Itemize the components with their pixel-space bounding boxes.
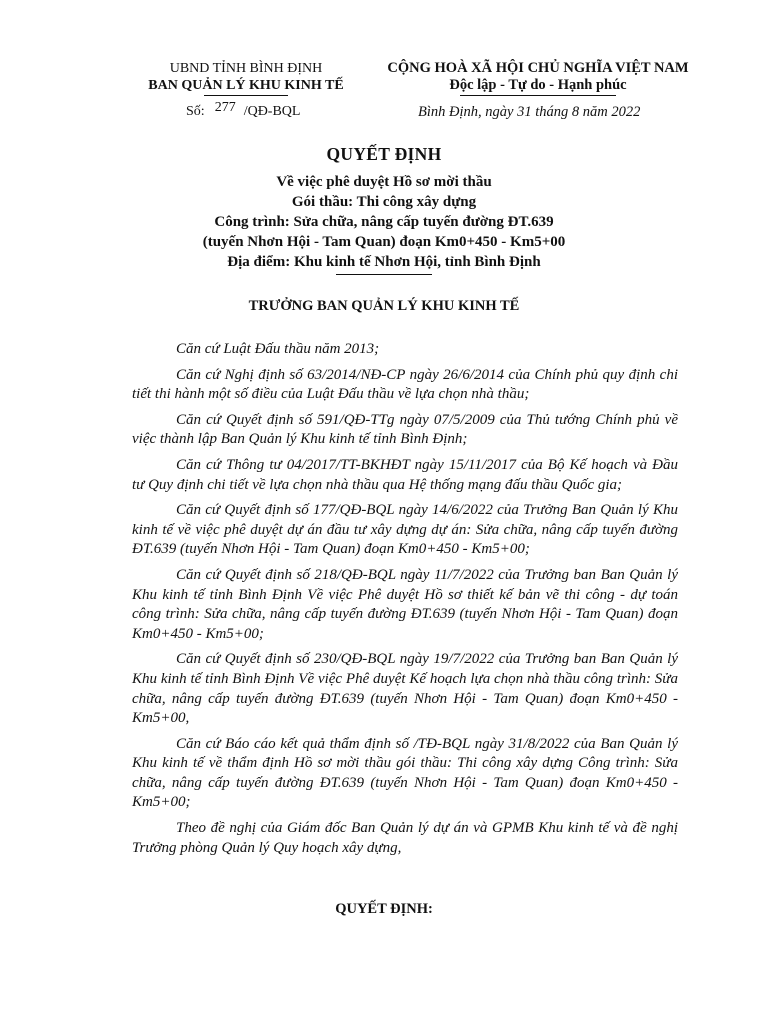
basis-paragraph: Theo đề nghị của Giám đốc Ban Quản lý dự án và GPMB Khu kinh tế và đề nghị Trưởng phòng Quản lý Quy hoạch xây dựng, <box>132 820 678 856</box>
subject-line: Về việc phê duyệt Hồ sơ mời thầu <box>276 174 492 190</box>
basis-paragraph: Căn cứ Luật Đấu thầu năm 2013; <box>176 341 380 357</box>
subject-divider <box>336 274 432 275</box>
basis-paragraph: Căn cứ Quyết định số 218/QĐ-BQL ngày 11/7/2022 của Trưởng ban Ban Quản lý Khu kinh tế tỉnh Bình Định Về việc Phê duyệt Hồ sơ thiết kế bản vẽ thi công - dự toán công trình: Sửa chữa, nâng cấp tuyến đường ĐT.639 (tuyến Nhơn Hội - Tam Quan) đoạn Km0+450 - Km5+00; <box>132 566 678 642</box>
basis-paragraph: Căn cứ Quyết định số 591/QĐ-TTg ngày 07/5/2009 của Thủ tướng Chính phủ về việc thành lập Ban Quản lý Khu kinh tế tỉnh Bình Định; <box>132 411 678 448</box>
subject-line: Công trình: Sửa chữa, nâng cấp tuyến đường ĐT.639 <box>214 214 554 230</box>
basis-paragraph: Căn cứ Quyết định số 230/QĐ-BQL ngày 19/7/2022 của Trưởng ban Ban Quản lý Khu kinh tế tỉnh Bình Định Về việc Phê duyệt Kế hoạch lựa chọn nhà thầu công trình: Sửa chữa, nâng cấp tuyến đường ĐT.639 (tuyến Nhơn Hội - Tam Quan) đoạn Km0+450 - Km5+00, <box>132 651 678 727</box>
issuing-authority <box>128 60 364 96</box>
subject-line: Địa điểm: Khu kinh tế Nhơn Hội, tỉnh Bình Định <box>227 254 541 270</box>
basis-paragraph: Căn cứ Nghị định số 63/2014/NĐ-CP ngày 26/6/2014 của Chính phủ quy định chi tiết thi hành một số điều của Luật Đấu thầu về lựa chọn nhà thầu; <box>132 366 678 403</box>
agency-name: BAN QUẢN LÝ KHU KINH TẾ <box>148 78 344 93</box>
signatory-office: TRƯỞNG BAN QUẢN LÝ KHU KINH TẾ <box>248 298 520 314</box>
number-label: Số: <box>186 104 205 119</box>
number-code: /QĐ-BQL <box>243 104 301 119</box>
motto-divider <box>460 95 616 96</box>
decision-heading: QUYẾT ĐỊNH: <box>335 901 433 917</box>
national-header <box>380 60 696 96</box>
basis-paragraph: Căn cứ Báo cáo kết quả thẩm định số /TĐ-BQL ngày 31/8/2022 của Ban Quản lý Khu kinh tế về thẩm định Hồ sơ mời thầu gói thầu: Thi công xây dựng Công trình: Sửa chữa, nâng cấp tuyến đường ĐT.639 (tuyến Nhơn Hội - Tam Quan) đoạn Km0+450 - Km5+00; <box>132 735 678 811</box>
document-number <box>186 100 301 120</box>
subject-line: Gói thầu: Thi công xây dựng <box>291 194 477 210</box>
document-title: QUYẾT ĐỊNH <box>326 144 442 164</box>
number-value: 277 <box>214 100 236 115</box>
basis-paragraph: Căn cứ Quyết định số 177/QĐ-BQL ngày 14/6/2022 của Trưởng Ban Quản lý Khu kinh tế về việc phê duyệt dự án đầu tư xây dựng dự án: Sửa chữa, nâng cấp tuyến đường ĐT.639 (tuyến Nhơn Hội - Tam Quan) đoạn Km0+450 - Km5+00; <box>132 502 678 558</box>
country-name: CỘNG HOÀ XÃ HỘI CHỦ NGHĨA VIỆT NAM <box>387 60 689 76</box>
national-motto: Độc lập - Tự do - Hạnh phúc <box>449 77 627 93</box>
province-committee: UBND TỈNH BÌNH ĐỊNH <box>169 61 323 76</box>
document-date: Bình Định, ngày 31 tháng 8 năm 2022 <box>418 104 641 120</box>
header-divider <box>204 95 288 96</box>
subject-line: (tuyến Nhơn Hội - Tam Quan) đoạn Km0+450 - Km5+00 <box>202 234 566 250</box>
legal-bases <box>132 340 678 864</box>
basis-paragraph: Căn cứ Thông tư 04/2017/TT-BKHĐT ngày 15/11/2017 của Bộ Kế hoạch và Đầu tư Quy định chi tiết về lựa chọn nhà thầu qua Hệ thống mạng đấu thầu Quốc gia; <box>132 456 678 493</box>
document-subject <box>0 172 768 275</box>
